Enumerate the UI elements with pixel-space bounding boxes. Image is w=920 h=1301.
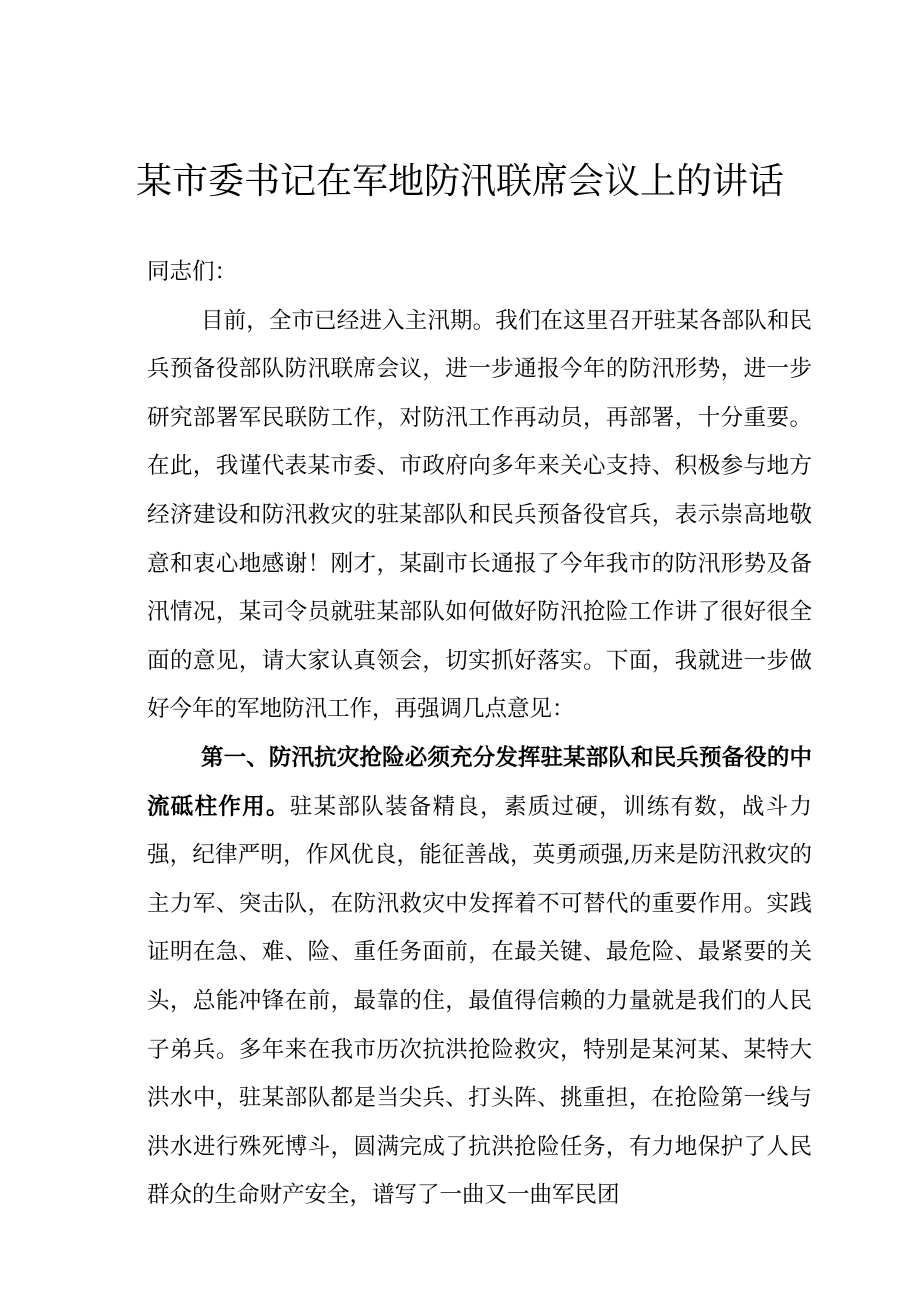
section-1-heading: 第一、防汛抗灾抢险必须充分发挥驻某部队和民兵预备役的中流砥柱作用。 [147,744,812,820]
paragraph-section-1 [147,734,812,1220]
section-1-body: 驻某部队装备精良，素质过硬，训练有数，战斗力强，纪律严明，作风优良，能征善战，英勇顽强,历来是防汛救灾的主力军、突击队，在防汛救灾中发挥着不可替代的重要作用。实践证明在急、难、险、重任务面前，在最关键、最危险、最紧要的关头，总能冲锋在前，最靠的住，最值得信赖的力量就是我们的人民子弟兵。多年来在我市历次抗洪抢险救灾，特别是某河某、某特大洪水中，驻某部队都是当尖兵、打头阵、挑重担，在抢险第一线与洪水进行殊死博斗，圆满完成了抗洪抢险任务，有力地保护了人民群众的生命财产安全，谱写了一曲又一曲军民团 [147,793,812,1209]
document-title: 某市委书记在军地防汛联席会议上的讲话 [135,161,784,202]
document-body [147,248,812,1220]
salutation: 同志们： [147,259,238,285]
paragraph-intro: 目前，全市已经进入主汛期。我们在这里召开驻某各部队和民兵预备役部队防汛联席会议，进一步通报今年的防汛形势，进一步研究部署军民联防工作，对防汛工作再动员，再部署，十分重要。在此，我谨代表某市委、市政府向多年来关心支持、积极参与地方经济建设和防汛救灾的驻某部队和民兵预备役官兵，表示崇高地敬意和衷心地感谢！刚才，某副市长通报了今年我市的防汛形势及备汛情况，某司令员就驻某部队如何做好防汛抢险工作讲了很好很全面的意见，请大家认真领会，切实抓好落实。下面，我就进一步做好今年的军地防汛工作，再强调几点意见： [147,307,812,723]
